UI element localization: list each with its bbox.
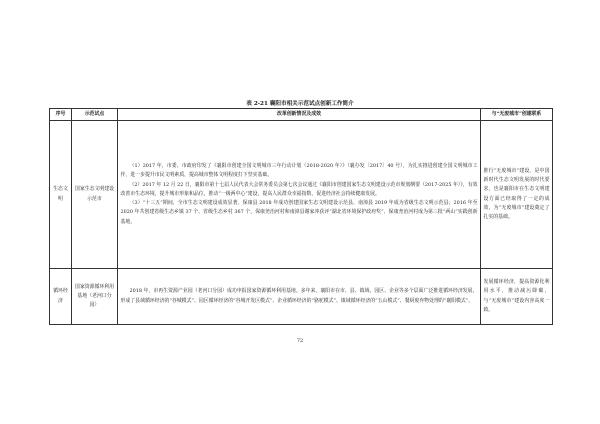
page-number: 72 — [296, 338, 304, 344]
reform-paragraph: 2018 年，市再生资源产业园（老河口分园）成功申报国家资源循环利用基地。多年来，襄阳市在市、县、镇域、园区、企业等多个层面广泛推进循环经济发展，形成了县域循环经济的“谷城模式”、园区循环经济的“谷城开发区模式”、企业循环经济的“骆驼模式”、镇域循环经济的“五山模式”、餐厨废弃物处理的“襄阳模式”。 — [120, 288, 478, 304]
reform-paragraph: （1）2017 年，市委、市政府印发了《襄阳市创建全国文明城市三年行动计划（2018-2020 年）》（襄办发〔2017〕40 号），为扎实推进创建全国文明城市工作，进一步提升市民文明素质，提高城市整体文明程度打下坚实基础。 — [120, 163, 478, 179]
row-seq: 生态文明 — [50, 121, 72, 269]
reform-paragraph: （2）2017 年 12 月 22 日，襄阳市第十七届人民代表大会常务委员会第七次会议通过《襄阳市创建国家生态文明建设示范市规划纲要（2017-2025 年）》，有效改善市生态环境，提升城市形象和品位，推动“一极两中心”建设，提高人民群众幸福指数，促进经济社会持续健康发展。 — [120, 181, 478, 197]
row-relation: 发展循环经济，提高资源化利用水平，推动减污降碳，与“无废城市”建设内容高度一致。 — [481, 269, 553, 325]
reform-paragraph: （3）“十三五”期间，全市生态文明建设成效显著，保康县 2018 年成功创建国家生态文明建设示范县，南漳县 2019 年成为省级生态文明示范县；2016 年至 2020 年共创建省级生态乡镇 37 个、省级生态乡村 367 个，保康尧治河村和南漳县谢家冲获评“湖北省环境保护政府奖”，保康尧治河村成为第三批“两山”实践创新基地。 — [120, 200, 478, 225]
row-reform-content — [118, 269, 481, 325]
table-header-row — [50, 109, 553, 121]
header-relation: 与“无废城市”创建联系 — [481, 109, 553, 121]
row-reform-content — [118, 121, 481, 269]
row-relation: 推行“无废城市”建设，是中国新时代生态文明发展的时代要求，也是襄阳市在生态文明建设方面已经取得了一定的成效，为“无废城市”建设奠定了扎实的基础。 — [481, 121, 553, 269]
row-pilot: 国家资源循环利用基地（老河口分园） — [72, 269, 118, 325]
pilot-innovation-table — [49, 108, 553, 325]
row-pilot: 国家生态文明建设示范市 — [72, 121, 118, 269]
header-reform: 改革创新情况及成效 — [118, 109, 481, 121]
table-row — [50, 269, 553, 325]
row-seq: 循环经济 — [50, 269, 72, 325]
table-caption: 表 2-21 襄阳市相关示范试点创新工作简介 — [246, 101, 354, 107]
header-pilot: 示范试点 — [72, 109, 118, 121]
table-row — [50, 121, 553, 269]
header-seq: 序号 — [50, 109, 72, 121]
